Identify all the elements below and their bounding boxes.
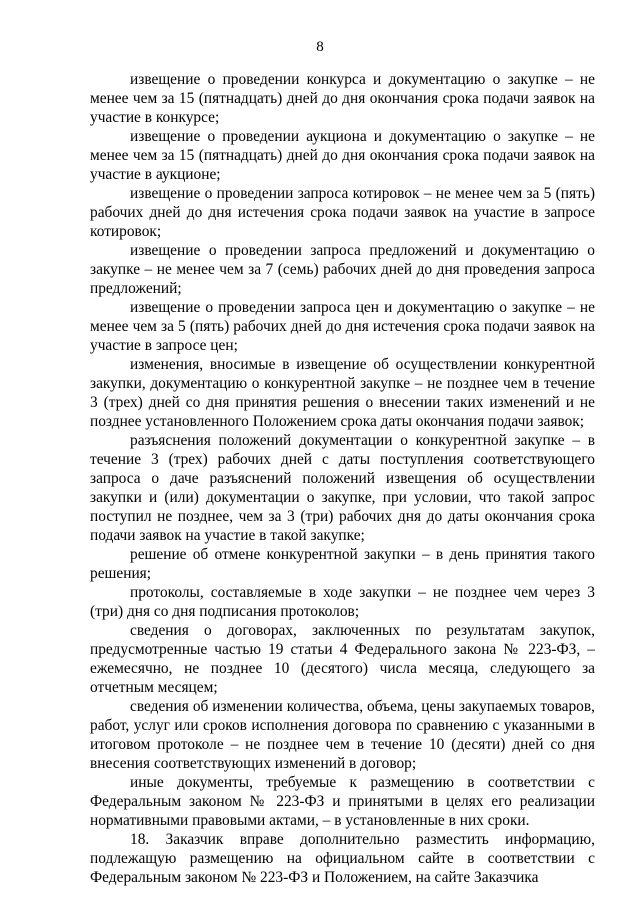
paragraph-protocols: протоколы, составляемые в ходе закупки – не позднее чем через 3 (три) дня со дня подписания протоколов; — [90, 584, 595, 620]
paragraph-quotation-request-notice: извещение о проведении запроса котировок – не менее чем за 5 (пять) рабочих дней до дня истечения срока подачи заявок на участие в запросе котировок; — [90, 185, 595, 240]
page-number: 8 — [316, 39, 324, 55]
paragraph-proposal-request-notice: извещение о проведении запроса предложений и документацию о закупке – не менее чем за 7 (семь) рабочих дней до дня проведения запроса предложений; — [90, 242, 595, 297]
paragraph-clarifications: разъяснения положений документации о конкурентной закупке – в течение 3 (трех) рабочих дней с даты поступления соответствующего запроса о даче разъяснений положений извещения об осуществлении закупки и (или) документации о закупке, при условии, что такой запрос поступил не позднее, чем за 3 (три) рабочих дня до даты окончания срока подачи заявок на участие в такой закупке; — [90, 432, 595, 544]
paragraph-competition-notice: извещение о проведении конкурса и документацию о закупке – не менее чем за 15 (пятнадцать) дней до дня окончания срока подачи заявок на участие в конкурсе; — [90, 71, 595, 126]
document-body — [90, 70, 595, 887]
paragraph-contract-information: сведения о договорах, заключенных по результатам закупок, предусмотренные частью 19 статьи 4 Федерального закона № 223-ФЗ, – ежемесячно, не позднее 10 (десятого) числа месяца, следующего за отчетным месяцем; — [90, 622, 595, 696]
paragraph-auction-notice: извещение о проведении аукциона и документацию о закупке – не менее чем за 15 (пятнадцать) дней до дня окончания срока подачи заявок на участие в аукционе; — [90, 128, 595, 183]
paragraph-other-documents: иные документы, требуемые к размещению в соответствии с Федеральным законом № 223-ФЗ и принятыми в целях его реализации нормативными правовыми актами, – в установленные в них сроки. — [90, 774, 595, 829]
paragraph-clause-18: 18. Заказчик вправе дополнительно разместить информацию, подлежащую размещению на официальном сайте в соответствии с Федеральным законом № 223-ФЗ и Положением, на сайте Заказчика — [90, 831, 595, 886]
paragraph-cancellation-decision: решение об отмене конкурентной закупки – в день принятия такого решения; — [90, 546, 595, 582]
paragraph-notice-changes: изменения, вносимые в извещение об осуществлении конкурентной закупки, документацию о конкурентной закупке – не позднее чем в течение 3 (трех) дней со дня принятия решения о внесении таких изменений и не позднее установленного Положением срока даты окончания подачи заявок; — [90, 356, 595, 430]
paragraph-price-request-notice: извещение о проведении запроса цен и документацию о закупке – не менее чем за 5 (пять) рабочих дней до дня истечения срока подачи заявок на участие в запросе цен; — [90, 299, 595, 354]
paragraph-contract-changes: сведения об изменении количества, объема, цены закупаемых товаров, работ, услуг или сроков исполнения договора по сравнению с указанными в итоговом протоколе – не позднее чем в течение 10 (десяти) дней со дня внесения соответствующих изменений в договор; — [90, 698, 595, 772]
